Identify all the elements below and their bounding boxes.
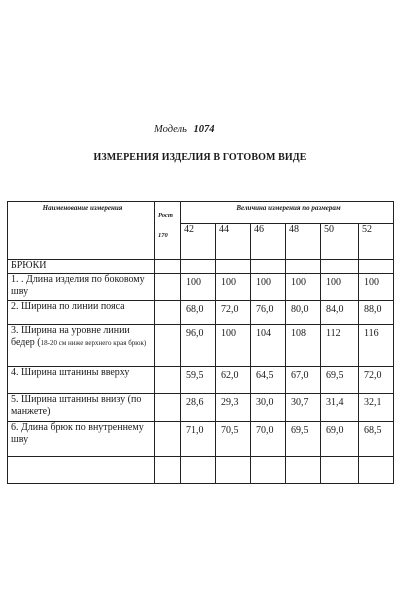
model-line [154,124,215,135]
value-cell: 116 [359,325,394,367]
empty-cell [155,274,181,301]
row-label: 2. Ширина по линии пояса [8,301,155,325]
header-name-cell [8,202,155,260]
empty-cell [181,260,216,274]
value-cell: 100 [359,274,394,301]
row-label: 3. Ширина на уровне линии бедер ( [11,325,130,348]
empty-cell [216,457,251,484]
header-name: Наименование измерения [42,204,123,212]
value-cell: 80,0 [286,301,321,325]
value-cell: 71,0 [181,422,216,457]
table-row [8,422,394,457]
size-cell: 52 [359,224,394,260]
empty-cell [155,325,181,367]
value-cell: 100 [181,274,216,301]
empty-cell [181,457,216,484]
value-cell: 30,7 [286,394,321,422]
empty-cell [8,457,155,484]
empty-cell [155,394,181,422]
size-cell: 50 [321,224,359,260]
value-cell: 72,0 [216,301,251,325]
value-cell: 68,5 [359,422,394,457]
empty-cell [155,457,181,484]
value-cell: 69,0 [321,422,359,457]
measurements-table [7,201,394,484]
header-rost-value: 170 [158,232,168,239]
value-cell: 29,3 [216,394,251,422]
document-title: ИЗМЕРЕНИЯ ИЗДЕЛИЯ В ГОТОВОМ ВИДЕ [93,152,307,163]
row-label: 6. Длина брюк по внутреннему шву [8,422,155,457]
model-label: Модель [154,124,187,135]
value-cell: 100 [321,274,359,301]
value-cell: 104 [251,325,286,367]
value-cell: 31,4 [321,394,359,422]
header-span-cell [181,202,394,224]
value-cell: 70,5 [216,422,251,457]
empty-cell [286,260,321,274]
value-cell: 88,0 [359,301,394,325]
value-cell: 62,0 [216,367,251,394]
value-cell: 68,0 [181,301,216,325]
value-cell: 64,5 [251,367,286,394]
value-cell: 100 [216,325,251,367]
value-cell: 32,1 [359,394,394,422]
empty-cell [155,301,181,325]
empty-cell [321,457,359,484]
empty-cell [359,260,394,274]
row-label-cell [8,325,155,367]
row-note: 18-20 см ниже верхнего края брюк) [40,339,147,347]
size-cell: 42 [181,224,216,260]
value-cell: 100 [251,274,286,301]
empty-cell [155,260,181,274]
table-row [8,325,394,367]
empty-cell [321,260,359,274]
empty-cell [216,260,251,274]
row-label: 4. Ширина штанины вверху [8,367,155,394]
header-row-top [8,202,394,224]
row-label: 5. Ширина штанины внизу (по манжете) [8,394,155,422]
value-cell: 67,0 [286,367,321,394]
header-span-label: Величина измерения по размерам [236,204,341,212]
value-cell: 100 [286,274,321,301]
size-cell: 48 [286,224,321,260]
model-number: 1074 [193,124,215,135]
value-cell: 69,5 [286,422,321,457]
empty-cell [286,457,321,484]
section-label: БРЮКИ [8,260,155,274]
value-cell: 30,0 [251,394,286,422]
size-cell: 44 [216,224,251,260]
empty-cell [251,260,286,274]
value-cell: 84,0 [321,301,359,325]
value-cell: 76,0 [251,301,286,325]
header-rost-label: Рост [158,212,173,219]
value-cell: 70,0 [251,422,286,457]
empty-row [8,457,394,484]
empty-cell [155,367,181,394]
table-row [8,394,394,422]
value-cell: 100 [216,274,251,301]
value-cell: 96,0 [181,325,216,367]
table-row [8,367,394,394]
empty-cell [155,422,181,457]
value-cell: 108 [286,325,321,367]
size-cell: 46 [251,224,286,260]
table-row [8,274,394,301]
row-label: 1. . Длина изделия по боковому шву [8,274,155,301]
section-row [8,260,394,274]
value-cell: 59,5 [181,367,216,394]
value-cell: 69,5 [321,367,359,394]
value-cell: 28,6 [181,394,216,422]
header-rost-cell [155,202,181,260]
empty-cell [251,457,286,484]
table-row [8,301,394,325]
value-cell: 72,0 [359,367,394,394]
empty-cell [359,457,394,484]
value-cell: 112 [321,325,359,367]
